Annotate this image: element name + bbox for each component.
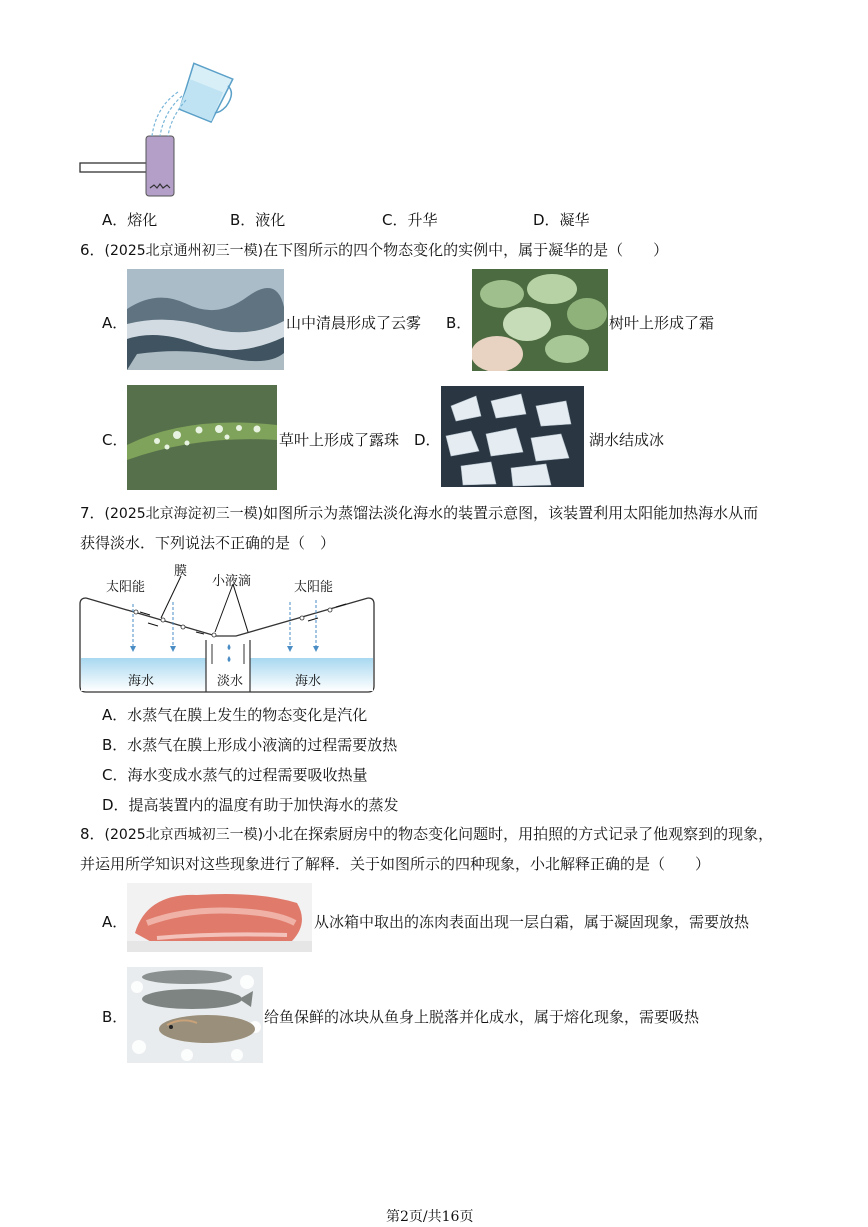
q6-question xyxy=(80,240,668,261)
q6-option-b-caption: 树叶上形成了霜 xyxy=(609,314,715,332)
frozen-lake-photo xyxy=(441,386,584,487)
q8-option-a-caption: 从冰箱中取出的冻肉表面出现一层白霜，属于凝固现象，需要放热 xyxy=(314,913,750,931)
q6-option-a-caption: 山中清晨形成了云雾 xyxy=(286,314,422,332)
label-droplet: 小液滴 xyxy=(212,574,252,589)
label-sea-right: 海水 xyxy=(295,674,322,689)
q6-option-d-letter: D． xyxy=(414,431,441,449)
q6-number: 6． xyxy=(80,241,105,259)
q6-option-b-letter: B． xyxy=(446,314,472,332)
q7-question-line1 xyxy=(80,503,758,524)
q7-option-d: D．提高装置内的温度有助于加快海水的蒸发 xyxy=(102,796,399,814)
q6-option-d-caption: 湖水结成冰 xyxy=(589,431,665,449)
q8-stem-line1: 小北在探索厨房中的物态变化问题时，用拍照的方式记录了他观察到的现象， xyxy=(263,825,774,843)
q7-stem-line1: 如图所示为蒸馏法淡化海水的装置示意图，该装置利用太阳能加热海水从而 xyxy=(263,504,759,522)
q8-option-a-letter: A． xyxy=(102,913,128,931)
frozen-meat-photo xyxy=(127,883,312,952)
q8-option-b-caption: 给鱼保鲜的冰块从鱼身上脱落并化成水，属于熔化现象，需要吸热 xyxy=(264,1008,700,1026)
q5-option-c: C．升华 xyxy=(382,211,438,229)
q6-source: (2025北京通州初三一模) xyxy=(104,243,264,259)
label-sun-right: 太阳能 xyxy=(294,580,334,595)
q8-stem-line2: 并运用所学知识对这些现象进行了解释．关于如图所示的四种现象，小北解释正确的是（ ） xyxy=(80,855,711,873)
q8-question-line1 xyxy=(80,824,773,845)
q7-stem-line2: 获得淡水．下列说法不正确的是（ ） xyxy=(80,534,336,552)
q7-source: (2025北京海淀初三一模) xyxy=(104,506,264,522)
q8-option-b-letter: B． xyxy=(102,1008,128,1026)
q5-option-a: A．熔化 xyxy=(102,211,158,229)
frost-leaves-photo xyxy=(472,269,608,371)
q7-number: 7． xyxy=(80,504,105,522)
q5-option-b: B．液化 xyxy=(230,211,286,229)
q6-option-c-caption: 草叶上形成了露珠 xyxy=(279,431,400,449)
fish-on-ice-photo xyxy=(127,967,263,1063)
desalination-diagram xyxy=(78,560,378,696)
label-sun-left: 太阳能 xyxy=(106,580,146,595)
dew-drops-photo xyxy=(127,385,277,490)
label-sea-left: 海水 xyxy=(128,674,155,689)
q7-option-c: C．海水变成水蒸气的过程需要吸收热量 xyxy=(102,766,368,784)
q6-option-c-letter: C． xyxy=(102,431,128,449)
q8-source: (2025北京西城初三一模) xyxy=(104,827,264,843)
q8-number: 8． xyxy=(80,825,105,843)
label-fresh-water: 淡水 xyxy=(217,674,244,689)
page-footer: 第2页/共16页 xyxy=(386,1209,474,1225)
q5-option-d: D．凝华 xyxy=(533,211,590,229)
q7-option-b: B．水蒸气在膜上形成小液滴的过程需要放热 xyxy=(102,736,398,754)
mountain-fog-photo xyxy=(127,269,284,370)
q6-stem: 在下图所示的四个物态变化的实例中，属于凝华的是（ ） xyxy=(263,241,669,259)
q6-option-a-letter: A． xyxy=(102,314,128,332)
q7-option-a: A．水蒸气在膜上发生的物态变化是汽化 xyxy=(102,706,368,724)
label-membrane: 膜 xyxy=(174,564,188,579)
pouring-apparatus-figure xyxy=(76,62,236,202)
